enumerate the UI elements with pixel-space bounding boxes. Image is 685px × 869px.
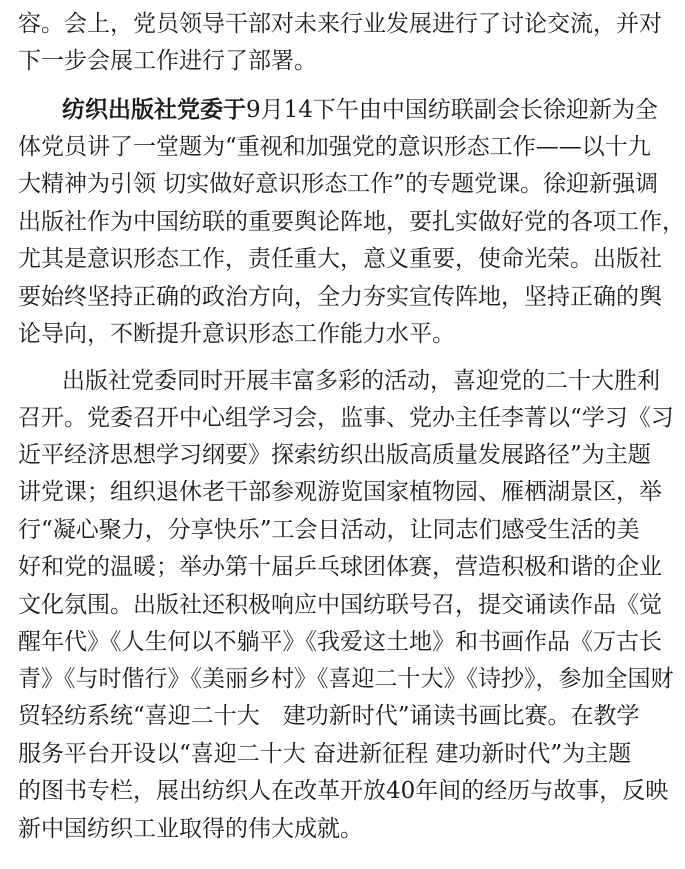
text-line: 出版社党委同时开展丰富多彩的活动，喜迎党的二十大胜利 xyxy=(62,368,660,394)
text-line: 服务平台开设以“喜迎二十大 奋进新征程 建功新时代”为主题 xyxy=(18,741,632,767)
text-line: 青》《与时偕行》《美丽乡村》《喜迎二十大》《诗抄》，参加全国财 xyxy=(18,666,674,692)
text-line: 贸轻纺系统“喜迎二十大 建功新时代”诵读书画比赛。在教学 xyxy=(18,703,640,729)
text-line: 新中国纺织工业取得的伟大成就。 xyxy=(18,816,363,842)
text-line: 好和党的温暖；举办第十届乒乓球团体赛，营造积极和谐的企业 xyxy=(18,554,662,580)
text-line: 要始终坚持正确的政治方向，全力夯实宣传阵地，坚持正确的舆 xyxy=(18,284,662,310)
text-line: 的图书专栏，展出纺织人在改革开放40年间的经历与故事，反映 xyxy=(18,778,669,804)
text-line xyxy=(62,92,658,128)
text-line: 讲党课；组织退休老干部参观游览国家植物园、雁栖湖景区，举 xyxy=(18,479,662,505)
text-line: 下一步会展工作进行了部署。 xyxy=(18,48,317,74)
text-run: 9月14下午由中国纺联副会长徐迎新为全 xyxy=(246,97,658,123)
text-line: 醒年代》《人生何以不躺平》《我爱这土地》和书画作品《万古长 xyxy=(18,629,662,655)
text-line: 体党员讲了一堂题为“重视和加强党的意识形态工作——以十九 xyxy=(18,134,651,160)
text-line: 行“凝心聚力，分享快乐”工会日活动，让同志们感受生活的美 xyxy=(18,517,640,543)
text-line: 容。会上，党员领导干部对未来行业发展进行了讨论交流，并对 xyxy=(18,11,662,37)
text-line: 召开。党委召开中心组学习会，监事、党办主任李菁以“学习《习 xyxy=(18,405,674,431)
text-line: 大精神为引领 切实做好意识形态工作”的专题党课。徐迎新强调 xyxy=(18,171,659,197)
text-line: 尤其是意识形态工作，责任重大，意义重要，使命光荣。出版社 xyxy=(18,246,662,272)
text-line: 出版社作为中国纺联的重要舆论阵地，要扎实做好党的各项工作， xyxy=(18,209,685,235)
text-line: 近平经济思想学习纲要》探索纺织出版高质量发展路径”为主题 xyxy=(18,442,651,468)
text-line: 文化氛围。出版社还积极响应中国纺联号召，提交诵读作品《觉 xyxy=(18,592,662,618)
text-line: 论导向，不断提升意识形态工作能力水平。 xyxy=(18,321,455,347)
bold-lead-text: 纺织出版社党委于 xyxy=(62,96,246,123)
